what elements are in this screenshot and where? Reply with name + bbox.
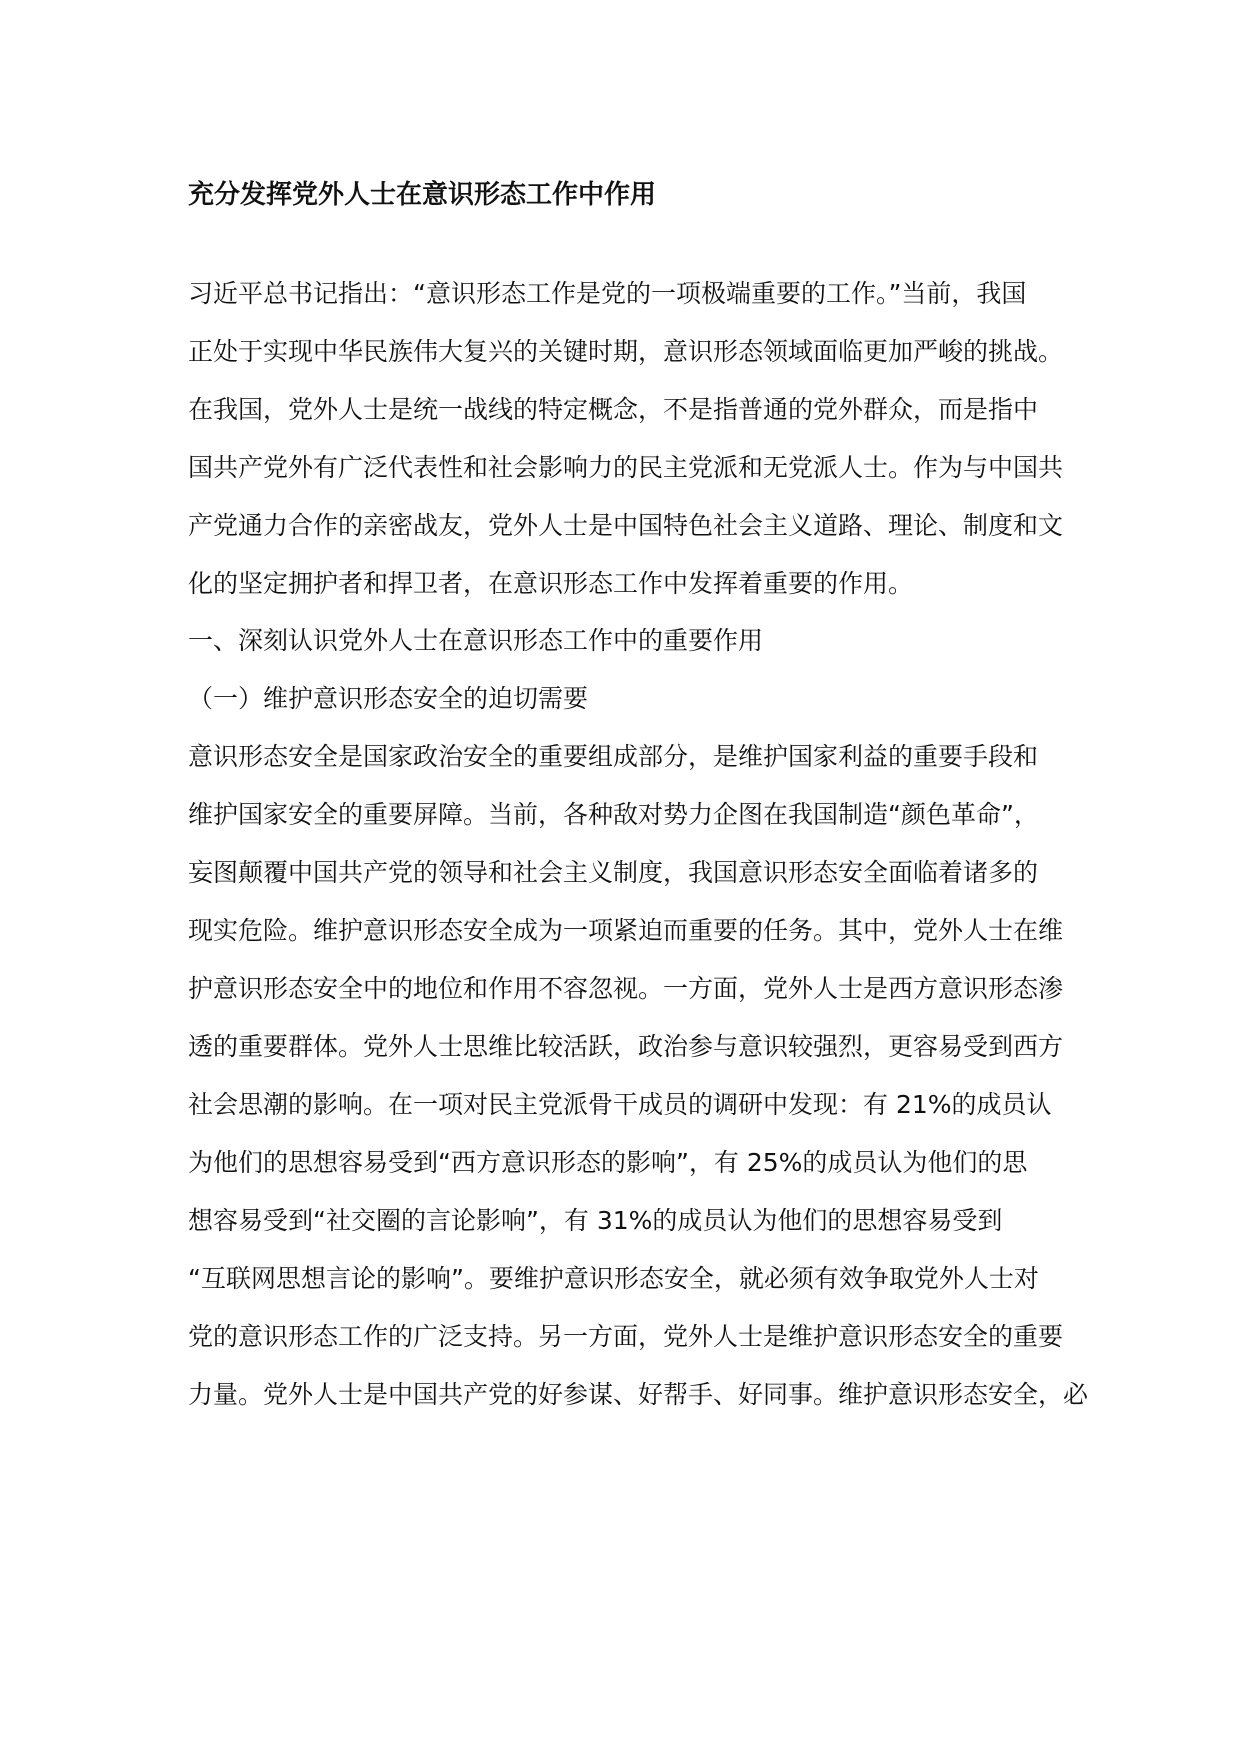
text-line: 党的意识形态工作的广泛支持。另一方面，党外人士是维护意识形态安全的重要 xyxy=(188,1322,1064,1351)
text-line: 意识形态安全是国家政治安全的重要组成部分，是维护国家利益的重要手段和 xyxy=(188,742,1039,771)
text-line: 妄图颠覆中国共产党的领导和社会主义制度，我国意识形态安全面临着诸多的 xyxy=(188,858,1039,887)
text-line: 正处于实现中华民族伟大复兴的关键时期，意识形态领域面临更加严峻的挑战。 xyxy=(188,337,1064,366)
text-line: 护意识形态安全中的地位和作用不容忽视。一方面，党外人士是西方意识形态渗 xyxy=(188,974,1064,1003)
text-line: 化的坚定拥护者和捍卫者，在意识形态工作中发挥着重要的作用。 xyxy=(188,569,914,598)
text-line: 透的重要群体。党外人士思维比较活跃，政治参与意识较强烈，更容易受到西方 xyxy=(188,1032,1064,1061)
document-title: 充分发挥党外人士在意识形态工作中作用 xyxy=(188,180,657,210)
text-line: 力量。党外人士是中国共产党的好参谋、好帮手、好同事。维护意识形态安全，必 xyxy=(188,1380,1089,1409)
text-line: 维护国家安全的重要屏障。当前，各种敌对势力企图在我国制造“颜色革命”， xyxy=(188,800,1039,829)
text-line: 社会思潮的影响。在一项对民主党派骨干成员的调研中发现：有 21%的成员认 xyxy=(188,1090,1052,1119)
text-line: 国共产党外有广泛代表性和社会影响力的民主党派和无党派人士。作为与中国共 xyxy=(188,453,1064,482)
text-line: 现实危险。维护意识形态安全成为一项紧迫而重要的任务。其中，党外人士在维 xyxy=(188,916,1064,945)
text-line: 产党通力合作的亲密战友，党外人士是中国特色社会主义道路、理论、制度和文 xyxy=(188,511,1064,540)
text-line: 在我国，党外人士是统一战线的特定概念，不是指普通的党外群众，而是指中 xyxy=(188,395,1039,424)
text-line: 为他们的思想容易受到“西方意识形态的影响”，有 25%的成员认为他们的思 xyxy=(188,1148,1028,1177)
section-heading: 一、深刻认识党外人士在意识形态工作中的重要作用 xyxy=(188,626,764,655)
subsection-heading: （一）维护意识形态安全的迫切需要 xyxy=(188,684,589,713)
text-line: 习近平总书记指出：“意识形态工作是党的一项极端重要的工作。”当前，我国 xyxy=(188,279,1027,308)
text-line: “互联网思想言论的影响”。要维护意识形态安全，就必须有效争取党外人士对 xyxy=(188,1264,1039,1293)
text-line: 想容易受到“社交圈的言论影响”，有 31%的成员认为他们的思想容易受到 xyxy=(188,1206,1003,1235)
